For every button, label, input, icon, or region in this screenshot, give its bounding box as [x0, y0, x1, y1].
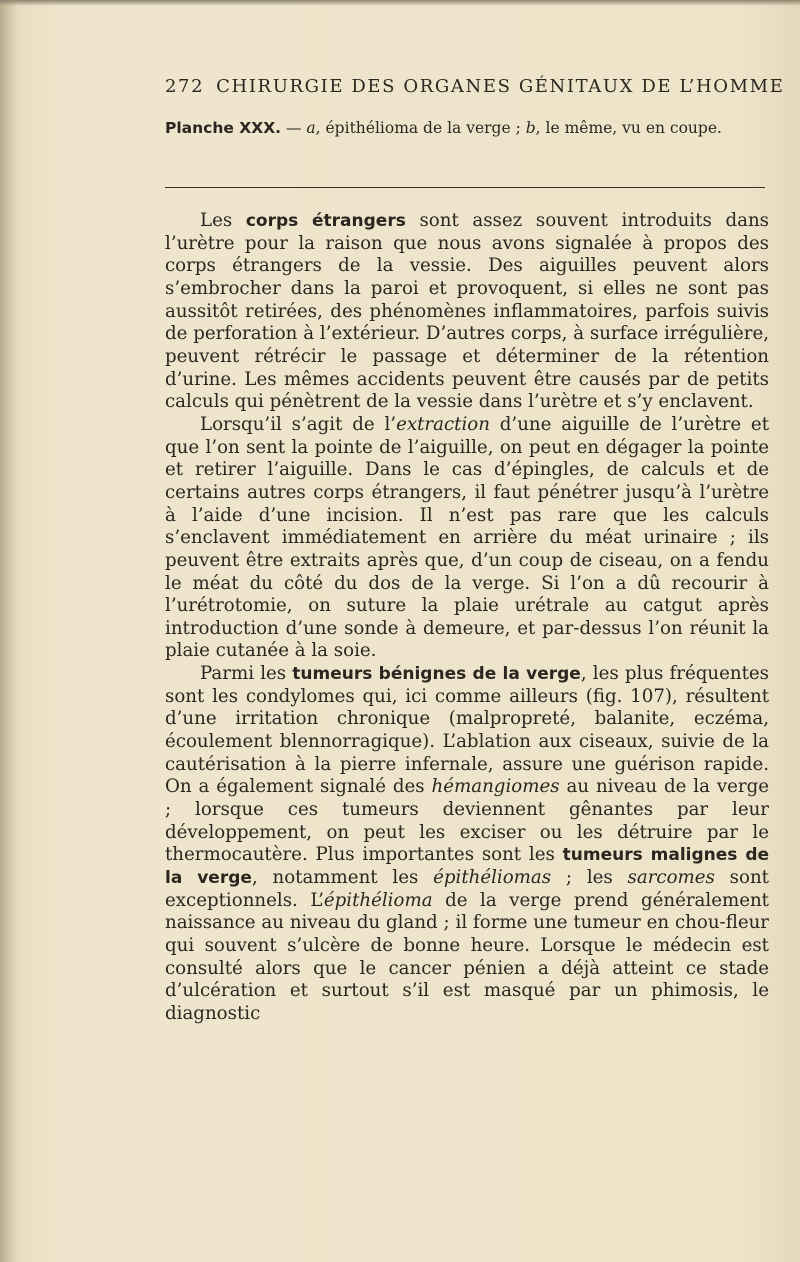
caption-text-a: , épithélioma de la verge ;: [315, 119, 526, 137]
caption-divider: [165, 187, 765, 188]
plate-label: Planche XXX.: [165, 119, 282, 137]
p3-italic-term: épithélioma: [323, 889, 433, 911]
page-top-edge: [0, 0, 800, 6]
plate-caption: [165, 118, 765, 139]
p3-text: , notamment les: [251, 867, 434, 889]
running-header: [165, 76, 785, 97]
p3-bold-term: tumeurs malignes de la verge: [165, 845, 770, 889]
paragraph-foreign-bodies: [165, 210, 769, 414]
caption-letter-a: a: [306, 119, 316, 137]
p1-text: Les: [200, 210, 246, 231]
p3-italic-term: sarcomes: [627, 867, 715, 889]
p2-italic-term: extraction: [396, 413, 490, 435]
running-title: CHIRURGIE DES ORGANES GÉNITAUX DE L’HOMME: [216, 76, 785, 97]
p3-text: Parmi les: [200, 663, 293, 685]
p3-text: , les plus fréquentes sont les condylomes qui, ici comme ailleurs (fig. 107), résultent d’une irritation chronique (malpropreté, balanite, eczéma, écoulement blennorragique). L’ablation aux ciseaux, suivie de la cautérisation à la pierre infernale, assure une guérison rapide. On a également signalé des: [165, 663, 769, 798]
p3-text: sont exceptionnels. L’: [165, 867, 769, 911]
p3-italic-term: épithéliomas: [433, 867, 552, 889]
p3-italic-term: hémangiomes: [431, 776, 560, 798]
page-number: 272: [165, 76, 205, 97]
page-spine-shadow: [0, 0, 18, 1262]
body-text: [165, 210, 769, 1026]
caption-dash: —: [281, 119, 307, 137]
p3-text: de la verge prend généralement naissance au niveau du gland ; il forme une tumeur en chou-fleur qui souvent s’ulcère de bonne heure. Lorsque le médecin est consulté alors que le cancer pénien a déjà atteint ce stade d’ulcération et surtout s’il est masqué par un phimosis, le diagnostic: [165, 889, 769, 1024]
p1-text: sont assez souvent introduits dans l’urètre pour la raison que nous avons signalée à propos des corps étrangers de la vessie. Des aiguilles peuvent alors s’embrocher dans la paroi et provoquent, si elles ne sont pas aussitôt retirées, des phénomènes inflammatoires, parfois suivis de perforation à l’extérieur. D’autres corps, à surface irrégulière, peuvent rétrécir le passage et déterminer de la rétention d’urine. Les mêmes accidents peuvent être causés par de petits calculs qui pénètrent de la vessie dans l’urètre et s’y enclavent.: [165, 210, 769, 413]
caption-letter-b: b: [525, 119, 536, 137]
caption-text-b: , le même, vu en coupe.: [535, 119, 722, 137]
p3-text: au niveau de la verge ; lorsque ces tumeurs deviennent gênantes par leur développement, on peut les exciser ou les détruire par le thermocautère. Plus importantes sont les: [165, 776, 769, 866]
paragraph-tumors: [165, 663, 769, 1026]
p3-bold-term: tumeurs bénignes de la verge: [292, 664, 581, 685]
p3-text: ; les: [551, 867, 628, 889]
p2-text: d’une aiguille de l’urètre et que l’on sent la pointe de l’aiguille, on peut en dégager la pointe et retirer l’aiguille. Dans le cas d’épingles, de calculs et de certains autres corps étrangers, il faut pénétrer jusqu’à l’urètre à l’aide d’une incision. Il n’est pas rare que les calculs s’enclavent immédiatement en arrière du méat urinaire ; ils peuvent être extraits après que, d’un coup de ciseau, on a fendu le méat du côté du dos de la verge. Si l’on a dû recourir à l’urétrotomie, on suture la plaie urétrale au catgut après introduction d’une sonde à demeure, et par-dessus l’on réunit la plaie cutanée à la soie.: [165, 413, 770, 662]
p1-bold-term: corps étrangers: [245, 211, 406, 231]
p2-text: Lorsqu’il s’agit de l’: [200, 413, 397, 435]
paragraph-extraction: [165, 414, 769, 663]
